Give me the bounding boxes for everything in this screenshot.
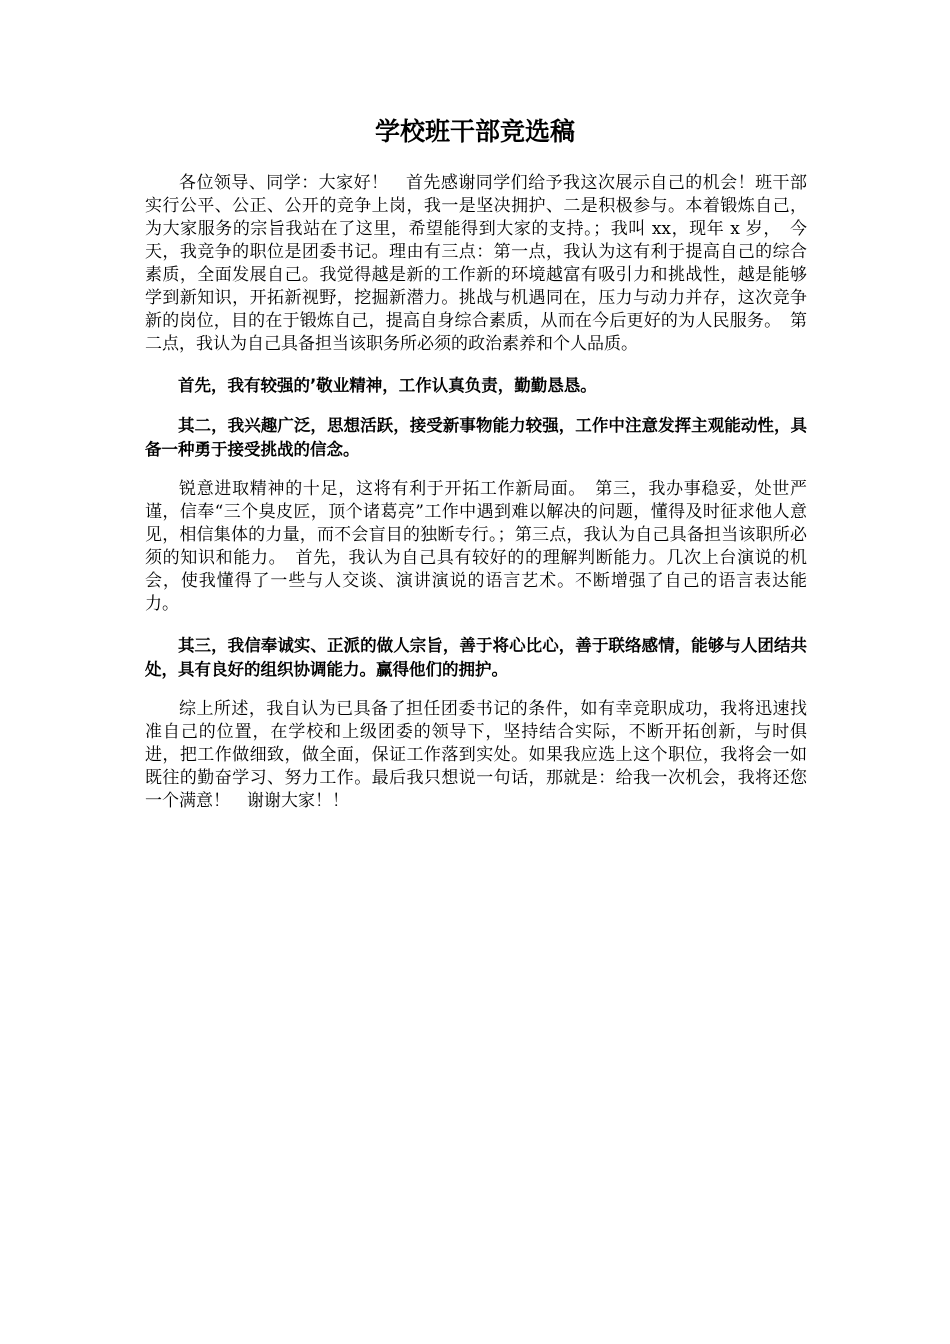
paragraph-intro: 各位领导、同学：大家好！ 首先感谢同学们给予我这次展示自己的机会！班干部实行公平、公正、公开的竞争上岗，我一是坚决拥护、二是积极参与。本着锻炼自己，为大家服务的宗旨我站在了这里，希望能得到大家的支持。；我叫 xx，现年 x 岁， 今天，我竞争的职位是团委书记。理由有三点：第一点，我认为这有利于提高自己的综合素质，全面发展自己。我觉得越是新的工作新的环境越富有吸引力和挑战性，越是能够学到新知识，开拓新视野，挖掘新潜力。挑战与机遇同在，压力与动力并存，这次竞争新的岗位，目的在于锻炼自己，提高自身综合素质，从而在今后更好的为人民服务。 第二点，我认为自己具备担当该职务所必须的政治素养和个人品质。 bbox=[145, 173, 807, 354]
paragraph-third-point: 其三，我信奉诚实、正派的做人宗旨，善于将心比心，善于联络感情，能够与人团结共处，具有良好的组织协调能力。赢得他们的拥护。 bbox=[145, 636, 807, 679]
paragraph-third-section: 锐意进取精神的十足，这将有利于开拓工作新局面。 第三，我办事稳妥，处世严谨，信奉“三个臭皮匠，顶个诸葛亮”工作中遇到难以解决的问题，懂得及时征求他人意见，相信集体的力量，而不会盲目的独断专行。；第三点，我认为自己具备担当该职所必须的知识和能力。 首先，我认为自己具有较好的的理解判断能力。几次上台演说的机会，使我懂得了一些与人交谈、演讲演说的语言艺术。不断增强了自己的语言表达能力。 bbox=[145, 479, 807, 614]
document-body bbox=[145, 172, 807, 831]
paragraph-conclusion: 综上所述，我自认为已具备了担任团委书记的条件，如有幸竞职成功，我将迅速找准自己的位置，在学校和上级团委的领导下，坚持结合实际，不断开拓创新，与时俱进，把工作做细致，做全面，保证工作落到实处。如果我应选上这个职位，我将会一如既往的勤奋学习、努力工作。最后我只想说一句话，那就是：给我一次机会，我将还您一个满意！ 谢谢大家！！ bbox=[145, 699, 807, 811]
paragraph-first-point: 首先，我有较强的’敬业精神，工作认真负责，勤勤恳恳。 bbox=[178, 376, 597, 395]
paragraph-second-point: 其二，我兴趣广泛，思想活跃，接受新事物能力较强，工作中注意发挥主观能动性，具备一种勇于接受挑战的信念。 bbox=[145, 416, 807, 459]
document-title: 学校班干部竞选稿 bbox=[374, 117, 575, 146]
